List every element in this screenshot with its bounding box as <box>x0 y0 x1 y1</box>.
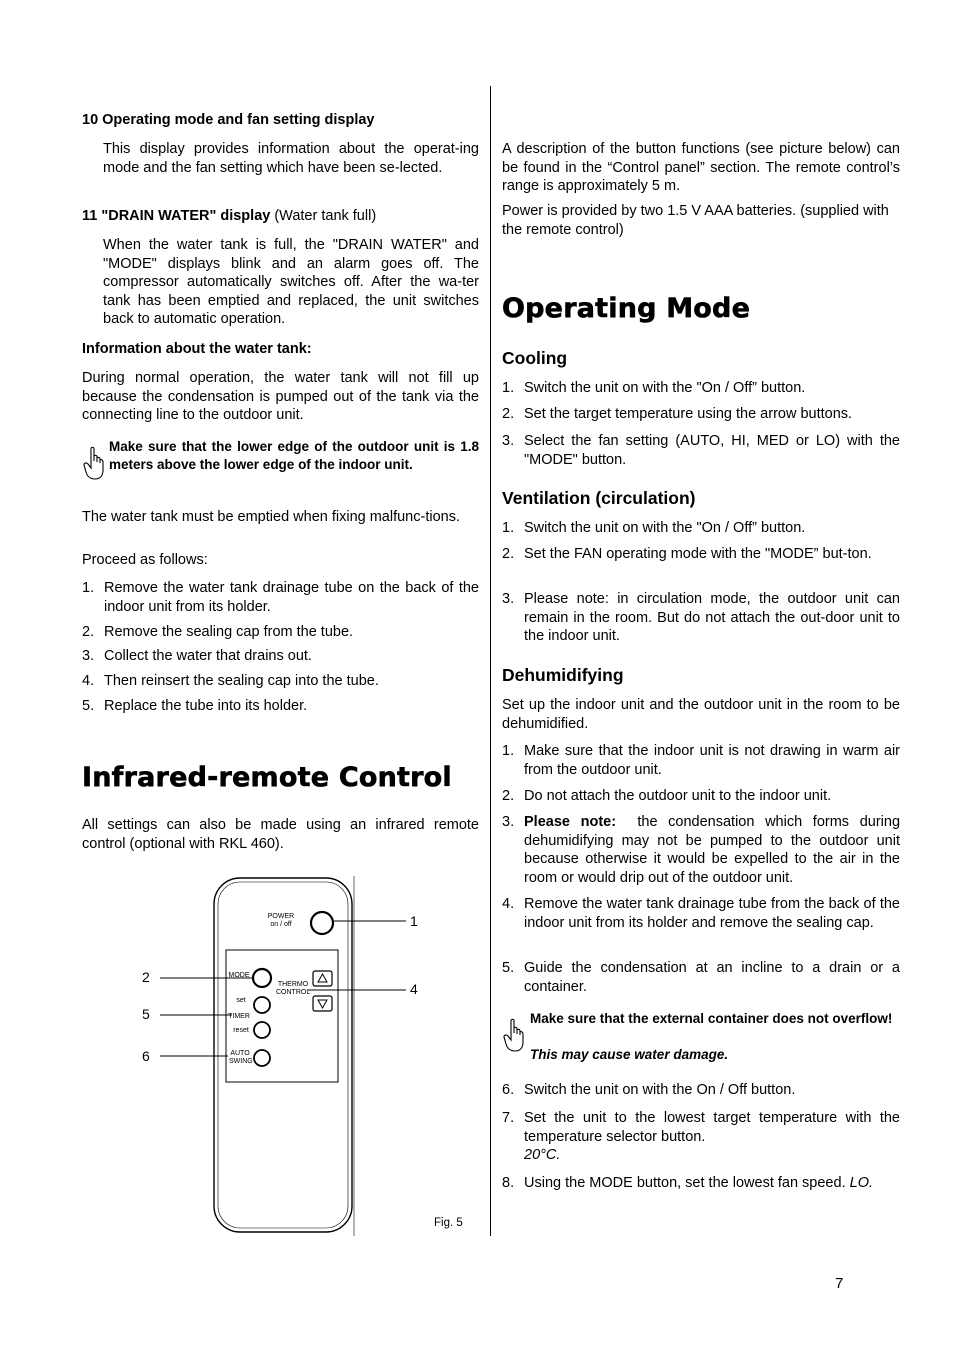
timer-label: TIMER <box>228 1013 250 1020</box>
item11-heading: 11 "DRAIN WATER" display (Water tank full) <box>82 208 377 224</box>
list-item: 5. Replace the tube into its holder. <box>82 698 308 714</box>
callout-5: 5 <box>142 1006 150 1022</box>
note-outdoor-unit-height: Make sure that the lower edge of the outdoor unit is 1.8 meters above the lower edge of the indoor unit. <box>109 439 479 472</box>
list-item: 7. Set the unit to the lowest target temperature with the temperature selector button. 20°C. <box>502 1110 900 1163</box>
remote-control-body: All settings can also be made using an infrared remote control (optional with RKL 460). <box>82 817 479 852</box>
list-item: 2. Set the FAN operating mode with the "MODE” but-ton. <box>502 546 872 562</box>
callout-1: 1 <box>410 913 418 929</box>
reset-label: reset <box>233 1027 249 1034</box>
list-item: 3. Please note: in circulation mode, the outdoor unit can remain in the room. But do not attach the out-door unit to the indoor unit. <box>502 591 900 644</box>
list-item: 4. Then reinsert the sealing cap into the tube. <box>82 673 379 689</box>
note-water-damage: This may cause water damage. <box>530 1047 729 1062</box>
dehumidifying-intro: Set up the indoor unit and the outdoor unit in the room to be dehumidified. <box>502 697 900 732</box>
power-label: POWER on / off <box>267 913 295 928</box>
list-item: 3. Select the fan setting (AUTO, HI, MED or LO) with the "MODE" button. <box>502 433 900 468</box>
list-item: 6. Switch the unit on with the On / Off button. <box>502 1082 796 1098</box>
list-item: 2. Remove the sealing cap from the tube. <box>82 624 354 640</box>
water-tank-heading: Information about the water tank: <box>82 341 312 357</box>
callout-2: 2 <box>142 969 150 985</box>
list-item: 3. Please note: the condensation which forms during dehumidifying may not be pumped to the outdoor unit because otherwise it would be expelled to the air in the room or would drip out of the outdoor unit. <box>502 814 901 886</box>
callout-6: 6 <box>142 1048 150 1064</box>
dehumidifying-heading: Dehumidifying <box>502 665 624 685</box>
remote-control-drawing <box>136 872 486 1242</box>
intro-description: A description of the button functions (see picture below) can be found in the “Control panel” section. The remote control’s range is approximately 5 m. <box>502 141 900 194</box>
item10-body: This display provides information about the operat-ing mode and the fan setting which have been se-lected. <box>103 141 479 176</box>
list-item: 2. Do not attach the outdoor unit to the indoor unit. <box>502 788 832 804</box>
remote-control-heading: Infrared-remote Control <box>82 762 452 793</box>
list-item: 2. Set the target temperature using the arrow buttons. <box>502 406 853 422</box>
pointing-hand-icon <box>83 446 105 482</box>
pointing-hand-icon <box>503 1018 525 1054</box>
set-label: set <box>236 997 246 1004</box>
item11-body: When the water tank is full, the "DRAIN WATER" and "MODE" displays blink and an alarm goes off. The compressor automatically switches off. After the wa-ter tank has been emptied and replaced, the unit switches back to automatic operation. <box>103 237 479 327</box>
cooling-heading: Cooling <box>502 348 568 368</box>
list-item: 1. Switch the unit on with the "On / Off” button. <box>502 380 806 396</box>
water-tank-body: During normal operation, the water tank will not fill up because the condensation is pumped out of the tank via the connecting line to the outdoor unit. <box>82 370 479 423</box>
thermo-control-label: THERMO CONTROL <box>276 981 311 996</box>
note-container-overflow: Make sure that the external container does not overflow! <box>530 1011 893 1026</box>
emptied-text: The water tank must be emptied when fixing malfunc-tions. <box>82 509 460 525</box>
list-item: 1. Make sure that the indoor unit is not drawing in warm air from the outdoor unit. <box>502 743 900 778</box>
remote-control-figure <box>136 872 486 1242</box>
list-item: 4. Remove the water tank drainage tube from the back of the indoor unit from its holder and remove the sealing cap. <box>502 896 900 931</box>
auto-swing-label: AUTO SWING <box>229 1050 253 1065</box>
operating-mode-heading: Operating Mode <box>502 293 751 324</box>
callout-4: 4 <box>410 981 418 997</box>
list-item: 1. Switch the unit on with the "On / Off” button. <box>502 520 806 536</box>
item10-heading: 10 Operating mode and fan setting display <box>82 112 375 128</box>
proceed-text: Proceed as follows: <box>82 552 208 568</box>
column-divider <box>490 86 491 1236</box>
list-item: 1. Remove the water tank drainage tube on the back of the indoor unit from its holder. <box>82 580 479 615</box>
figure-caption: Fig. 5 <box>434 1217 463 1229</box>
list-item: 5. Guide the condensation at an incline to a drain or a container. <box>502 960 900 995</box>
list-item: 8. Using the MODE button, set the lowest fan speed. LO. <box>502 1175 873 1191</box>
list-item: 3. Collect the water that drains out. <box>82 648 312 664</box>
intro-batteries: Power is provided by two 1.5 V AAA batteries. (supplied with the remote control) <box>502 203 889 238</box>
mode-label: MODE <box>228 972 250 979</box>
page-number: 7 <box>835 1275 844 1292</box>
please-note-label: Please note: <box>524 814 617 830</box>
ventilation-heading: Ventilation (circulation) <box>502 488 696 508</box>
